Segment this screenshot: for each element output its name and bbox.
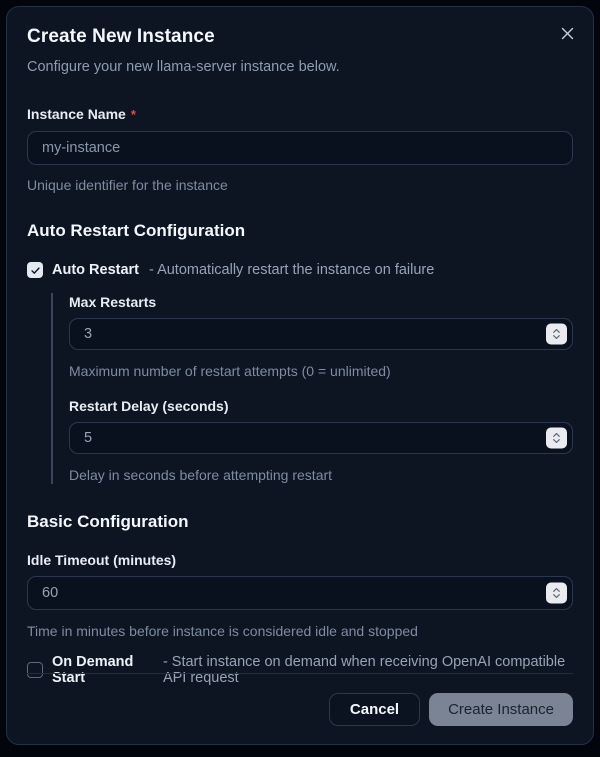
dialog-title: Create New Instance bbox=[27, 26, 215, 47]
auto-restart-options-group bbox=[51, 293, 573, 484]
restart-delay-label: Restart Delay (seconds) bbox=[69, 398, 229, 414]
restart-delay-input[interactable] bbox=[69, 422, 573, 454]
on-demand-row-clipped bbox=[27, 654, 573, 686]
required-asterisk: * bbox=[130, 107, 136, 122]
restart-delay-stepper[interactable] bbox=[546, 428, 567, 449]
instance-name-field bbox=[27, 105, 573, 194]
cancel-button[interactable]: Cancel bbox=[329, 693, 420, 726]
basic-section-heading: Basic Configuration bbox=[27, 512, 189, 531]
create-instance-button[interactable]: Create Instance bbox=[429, 693, 573, 726]
on-demand-description: - Start instance on demand when receiving OpenAI compatible API request bbox=[162, 654, 566, 686]
max-restarts-input[interactable] bbox=[69, 318, 573, 350]
instance-name-help: Unique identifier for the instance bbox=[27, 177, 228, 193]
on-demand-label[interactable]: On Demand Start bbox=[52, 654, 134, 686]
restart-delay-help: Delay in seconds before attempting restart bbox=[69, 467, 333, 483]
auto-restart-checkbox-row bbox=[27, 262, 573, 278]
dialog-body bbox=[7, 77, 593, 686]
instance-name-label: Instance Name * bbox=[27, 106, 136, 122]
idle-timeout-stepper[interactable] bbox=[546, 583, 567, 604]
max-restarts-stepper[interactable] bbox=[546, 324, 567, 345]
dialog-footer bbox=[7, 674, 593, 744]
create-instance-dialog bbox=[6, 6, 594, 745]
dialog-header bbox=[7, 7, 593, 77]
max-restarts-help: Maximum number of restart attempts (0 = unlimited) bbox=[69, 363, 391, 379]
idle-timeout-label: Idle Timeout (minutes) bbox=[27, 552, 177, 568]
dialog-subtitle: Configure your new llama-server instance below. bbox=[27, 59, 340, 75]
close-icon bbox=[560, 26, 575, 41]
auto-restart-description: - Automatically restart the instance on failure bbox=[149, 262, 435, 278]
max-restarts-label: Max Restarts bbox=[69, 294, 157, 310]
stepper-chevrons-icon bbox=[551, 432, 562, 445]
auto-restart-label[interactable]: Auto Restart bbox=[52, 262, 140, 278]
instance-name-input[interactable] bbox=[27, 131, 573, 165]
checkmark-icon bbox=[30, 265, 41, 276]
close-button[interactable] bbox=[555, 21, 579, 45]
idle-timeout-help: Time in minutes before instance is considered idle and stopped bbox=[27, 623, 418, 639]
idle-timeout-input[interactable] bbox=[27, 576, 573, 610]
auto-restart-checkbox[interactable] bbox=[27, 262, 43, 278]
stepper-chevrons-icon bbox=[551, 328, 562, 341]
auto-restart-section-heading: Auto Restart Configuration bbox=[27, 221, 246, 240]
stepper-chevrons-icon bbox=[551, 587, 562, 600]
